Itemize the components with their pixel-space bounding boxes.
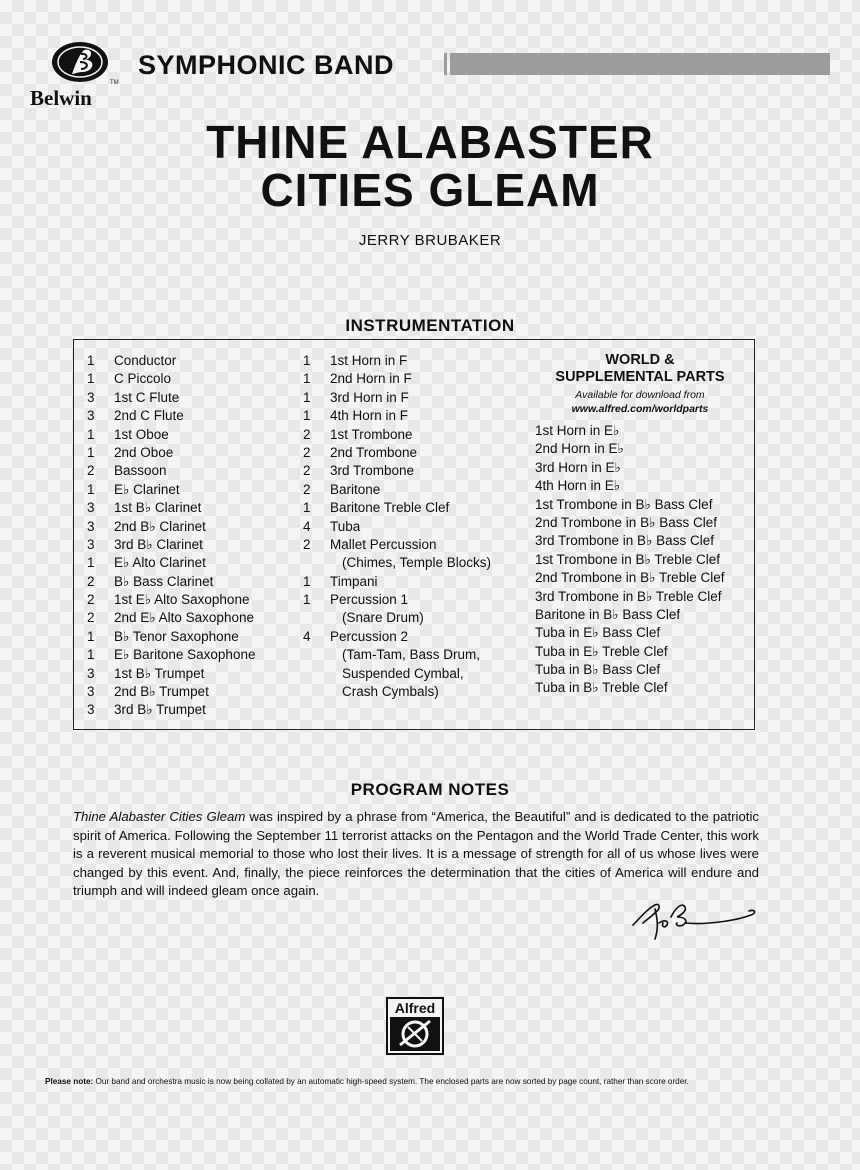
instrument-row xyxy=(303,389,535,407)
world-part-item: 1st Trombone in B♭ Treble Clef xyxy=(535,551,720,567)
instrument-name: (Snare Drum) xyxy=(342,610,424,626)
instrument-name: 1st B♭ Trumpet xyxy=(114,665,205,681)
instrument-row xyxy=(87,426,297,444)
instrument-name: Conductor xyxy=(114,353,177,368)
world-part-item: 4th Horn in E♭ xyxy=(535,478,621,494)
instrument-column-1 xyxy=(87,352,297,720)
part-quantity: 1 xyxy=(87,628,95,644)
instrument-name: Crash Cymbals) xyxy=(342,684,439,700)
world-part-item: 3rd Horn in E♭ xyxy=(535,459,621,475)
part-quantity: 2 xyxy=(303,481,311,497)
instrument-name: 2nd B♭ Clarinet xyxy=(114,518,206,534)
composer-name: JERRY BRUBAKER xyxy=(358,232,502,249)
part-quantity: 2 xyxy=(87,610,95,626)
part-quantity: 1 xyxy=(87,481,95,497)
part-quantity: 3 xyxy=(87,500,95,516)
part-quantity: 1 xyxy=(87,647,95,663)
instrument-name: 2nd B♭ Trumpet xyxy=(114,684,209,700)
instrument-name: B♭ Tenor Saxophone xyxy=(114,628,239,644)
collation-footnote xyxy=(45,1077,825,1086)
instrument-name: E♭ Baritone Saxophone xyxy=(114,647,256,663)
footnote-label: Please note: xyxy=(45,1077,94,1086)
instrument-name: 1st Oboe xyxy=(114,426,169,442)
world-parts-column xyxy=(535,352,745,698)
instrument-row xyxy=(87,444,297,462)
part-quantity: 4 xyxy=(303,518,311,534)
world-part-item: 3rd Trombone in B♭ Bass Clef xyxy=(535,533,714,549)
part-quantity: 1 xyxy=(87,555,95,571)
instrument-row xyxy=(303,628,535,646)
part-quantity: 2 xyxy=(303,426,311,442)
instrument-row xyxy=(303,426,535,444)
instrument-row xyxy=(303,536,535,554)
instrument-name: (Chimes, Temple Blocks) xyxy=(342,555,492,571)
instrument-name: 1st E♭ Alto Saxophone xyxy=(114,592,250,608)
instrument-name: 2nd Oboe xyxy=(114,444,174,460)
part-quantity: 1 xyxy=(87,353,95,368)
instrument-row xyxy=(87,591,297,609)
program-notes-text xyxy=(73,808,759,901)
instrument-row xyxy=(87,628,297,646)
instrument-row xyxy=(87,665,297,683)
part-quantity: 1 xyxy=(303,408,311,424)
part-quantity: 2 xyxy=(87,573,95,589)
world-parts-url: www.alfred.com/worldparts xyxy=(571,403,709,415)
series-rule-bar xyxy=(450,53,830,75)
part-quantity xyxy=(303,683,330,701)
instrument-row xyxy=(303,407,535,425)
instrument-row xyxy=(87,370,297,388)
instrument-row xyxy=(87,352,297,370)
program-notes-heading: PROGRAM NOTES xyxy=(350,780,510,799)
instrument-name: Bassoon xyxy=(114,463,167,479)
instrument-row xyxy=(303,518,535,536)
part-quantity: 1 xyxy=(303,389,311,405)
instrument-name: Mallet Percussion xyxy=(330,536,437,552)
instrument-name: E♭ Clarinet xyxy=(114,481,180,497)
instrument-name: 2nd Trombone xyxy=(330,444,418,460)
instrument-row xyxy=(87,499,297,517)
instrument-name: Baritone Treble Clef xyxy=(330,500,450,516)
world-parts-heading xyxy=(535,352,745,386)
world-part-item: Tuba in B♭ Treble Clef xyxy=(535,680,668,696)
world-parts-heading-line-1: WORLD & xyxy=(605,352,675,368)
part-quantity: 1 xyxy=(87,444,95,460)
world-parts-heading-line-2: SUPPLEMENTAL PARTS xyxy=(555,369,725,385)
instrument-name: Percussion 2 xyxy=(330,628,409,644)
instrument-row xyxy=(87,609,297,627)
world-parts-note: Available for download from xyxy=(575,389,705,401)
instrument-row xyxy=(87,701,297,719)
world-part-item: 2nd Trombone in B♭ Bass Clef xyxy=(535,514,717,530)
part-quantity: 3 xyxy=(87,536,95,552)
world-part-item: 2nd Trombone in B♭ Treble Clef xyxy=(535,570,725,586)
part-quantity: 2 xyxy=(303,444,311,460)
instrument-name: B♭ Bass Clarinet xyxy=(114,573,214,589)
part-quantity: 3 xyxy=(87,684,95,700)
part-quantity xyxy=(303,554,330,572)
part-quantity: 1 xyxy=(303,500,311,516)
instrument-name: Timpani xyxy=(330,573,378,589)
instrument-name: 1st B♭ Clarinet xyxy=(114,500,202,516)
instrument-row xyxy=(87,518,297,536)
world-part-item: 3rd Trombone in B♭ Treble Clef xyxy=(535,588,722,604)
part-quantity: 4 xyxy=(303,628,311,644)
instrument-row xyxy=(87,389,297,407)
instrument-row xyxy=(303,609,535,627)
instrument-row xyxy=(87,646,297,664)
instrument-name: (Tam-Tam, Bass Drum, xyxy=(342,647,481,663)
part-quantity: 1 xyxy=(87,426,95,442)
instrument-row xyxy=(303,499,535,517)
world-parts-list xyxy=(535,422,745,698)
part-quantity xyxy=(303,609,330,627)
series-label: SYMPHONIC BAND xyxy=(138,50,395,80)
instrumentation-box xyxy=(73,339,755,730)
instrument-row xyxy=(87,536,297,554)
instrument-name: 4th Horn in F xyxy=(330,408,409,424)
part-quantity: 1 xyxy=(87,371,95,387)
composer-signature xyxy=(625,895,760,945)
instrument-row xyxy=(303,573,535,591)
instrument-row xyxy=(303,683,535,701)
instrument-name: 3rd B♭ Clarinet xyxy=(114,536,203,552)
piece-title xyxy=(100,118,760,214)
instrument-row xyxy=(303,646,535,664)
instrument-name: Percussion 1 xyxy=(330,592,409,608)
instrument-row xyxy=(87,683,297,701)
instrument-row xyxy=(303,444,535,462)
piece-title-line-1: THINE ALABASTER xyxy=(206,116,654,168)
instrument-name: Baritone xyxy=(330,481,381,497)
instrument-name: Suspended Cymbal, xyxy=(342,665,464,681)
belwin-b-emblem xyxy=(50,40,110,84)
part-quantity: 1 xyxy=(303,353,311,368)
trademark-mark: TM xyxy=(110,80,119,86)
instrument-name: 1st C Flute xyxy=(114,389,180,405)
alfred-logo-word: Alfred xyxy=(394,1000,436,1016)
part-quantity xyxy=(303,646,330,664)
part-quantity: 1 xyxy=(303,592,311,608)
instrument-name: C Piccolo xyxy=(114,371,172,387)
instrument-name: 1st Horn in F xyxy=(330,353,408,368)
part-quantity: 1 xyxy=(303,573,311,589)
part-quantity: 2 xyxy=(303,536,311,552)
world-part-item: 1st Trombone in B♭ Bass Clef xyxy=(535,496,713,512)
instrument-name: 1st Trombone xyxy=(330,426,413,442)
instrument-row xyxy=(303,370,535,388)
part-quantity: 3 xyxy=(87,665,95,681)
instrument-name: 3rd Trombone xyxy=(330,463,415,479)
world-part-item: Tuba in E♭ Bass Clef xyxy=(535,625,661,641)
instrument-name: E♭ Alto Clarinet xyxy=(114,555,206,571)
instrument-column-2 xyxy=(303,352,535,701)
instrument-row xyxy=(87,462,297,480)
program-notes-title: Thine Alabaster Cities Gleam xyxy=(73,809,246,824)
part-quantity: 3 xyxy=(87,389,95,405)
part-quantity: 1 xyxy=(303,371,311,387)
part-quantity xyxy=(303,665,330,683)
instrument-name: 2nd C Flute xyxy=(114,408,184,424)
alfred-logo-mark xyxy=(386,997,444,1055)
belwin-logo xyxy=(30,40,130,110)
instrument-row xyxy=(303,352,535,370)
instrument-row xyxy=(87,573,297,591)
part-quantity: 2 xyxy=(87,592,95,608)
instrument-row xyxy=(303,481,535,499)
world-part-item: 2nd Horn in E♭ xyxy=(535,441,624,457)
instrument-row xyxy=(303,462,535,480)
world-part-item: Baritone in B♭ Bass Clef xyxy=(535,606,681,622)
part-quantity: 3 xyxy=(87,518,95,534)
instrument-name: 3rd B♭ Trumpet xyxy=(114,702,206,718)
instrument-name: 2nd E♭ Alto Saxophone xyxy=(114,610,254,626)
alfred-logo xyxy=(386,997,444,1055)
program-notes-body: was inspired by a phrase from “America, the Beautiful” and is dedicated to the patriotic spirit of America. Following the September 11 terrorist attacks on the Pentagon and the World Trade Center, this work is a reverent musical memorial to those who lost their lives. It is a message of strength for all of us whose lives were changed by this event. And, finally, the piece reinforces the determination that the cities of America will endure and triumph and will indeed gleam once again. xyxy=(73,809,759,899)
piece-title-line-2: CITIES GLEAM xyxy=(260,164,600,216)
instrument-row xyxy=(87,554,297,572)
instrument-row xyxy=(87,407,297,425)
part-quantity: 3 xyxy=(87,702,95,718)
instrument-row xyxy=(87,481,297,499)
world-part-item: Tuba in B♭ Bass Clef xyxy=(535,662,661,678)
instrument-row xyxy=(303,665,535,683)
part-quantity: 3 xyxy=(87,408,95,424)
instrument-name: Tuba xyxy=(330,518,361,534)
part-quantity: 2 xyxy=(303,463,311,479)
footnote-text: Our band and orchestra music is now being collated by an automatic high-speed system. The enclosed parts are now sorted by page count, rather than score order. xyxy=(93,1077,689,1086)
instrumentation-heading: INSTRUMENTATION xyxy=(345,316,515,335)
part-quantity: 2 xyxy=(87,463,95,479)
world-part-item: Tuba in E♭ Treble Clef xyxy=(535,643,668,659)
instrument-row xyxy=(303,591,535,609)
world-part-item: 1st Horn in E♭ xyxy=(535,423,620,438)
publisher-name: Belwin xyxy=(30,86,92,110)
instrument-row xyxy=(303,554,535,572)
instrument-name: 2nd Horn in F xyxy=(330,371,412,387)
instrument-name: 3rd Horn in F xyxy=(330,389,409,405)
